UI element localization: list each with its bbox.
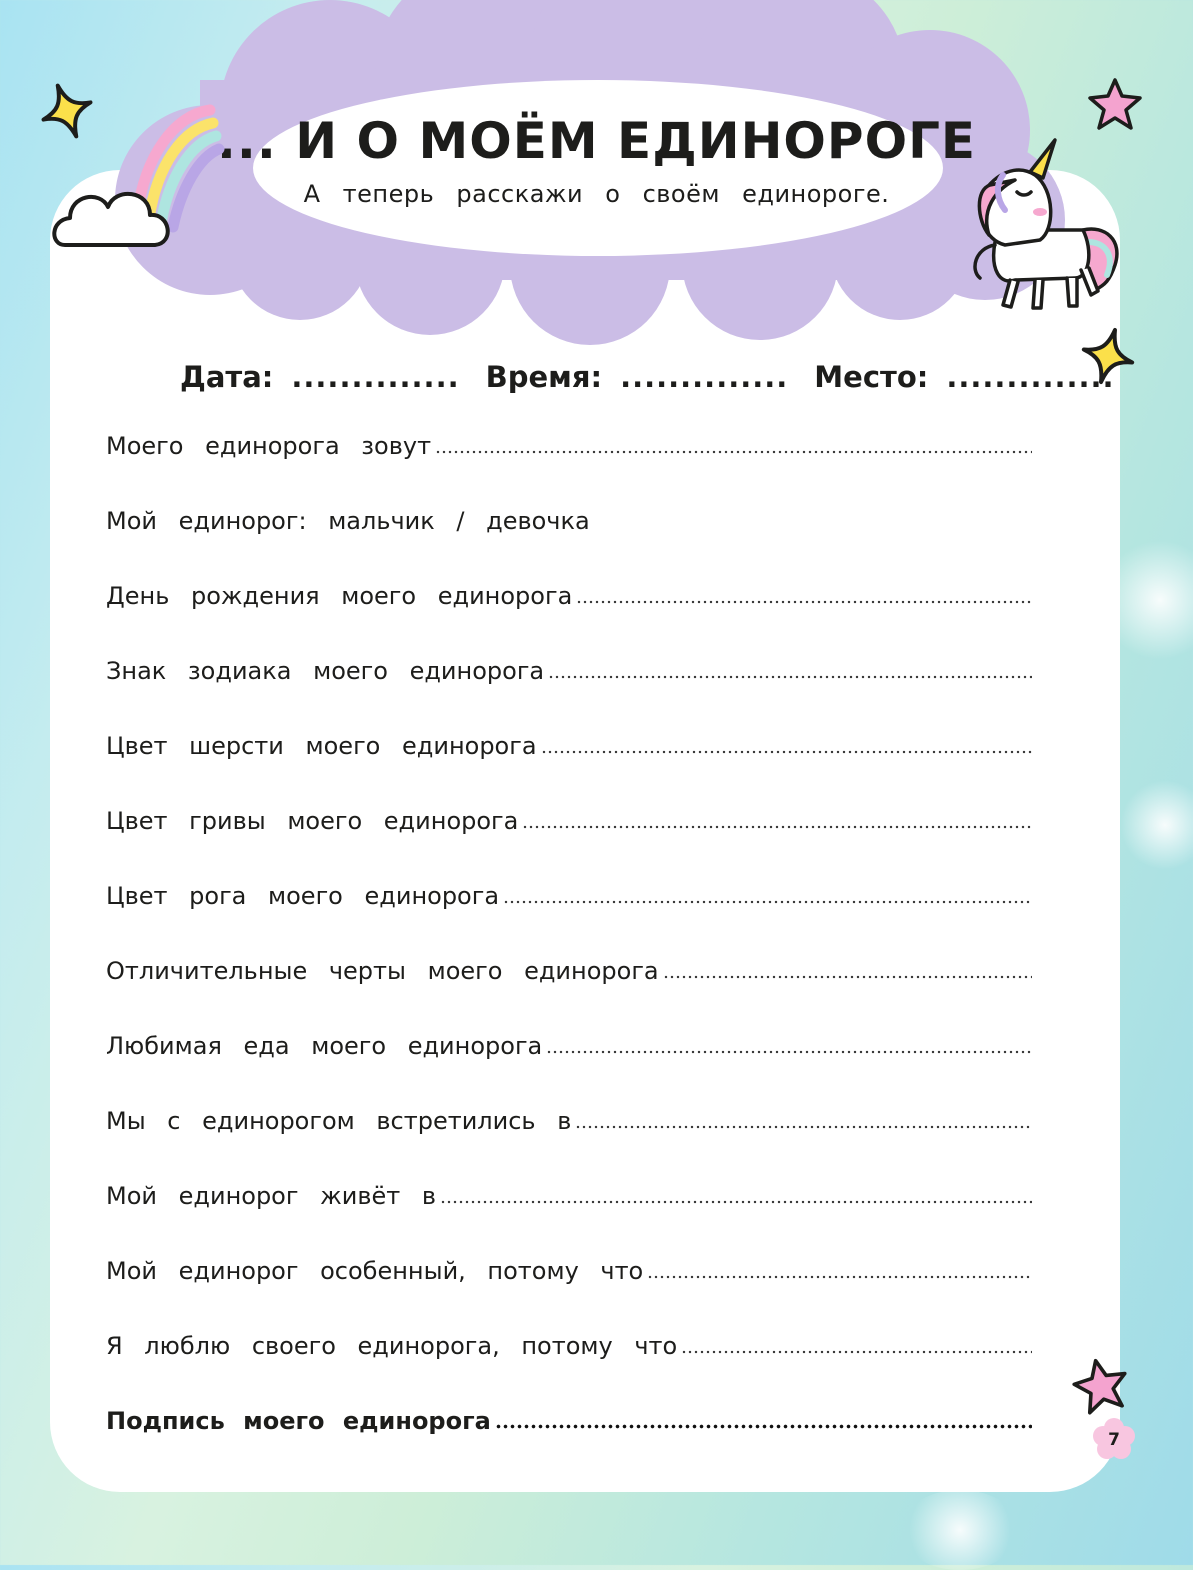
- field-blank[interactable]: [503, 882, 1032, 904]
- field-blank[interactable]: [663, 957, 1032, 979]
- time-blank[interactable]: ..............: [620, 360, 789, 394]
- field-row-met-in: [106, 1101, 1032, 1135]
- field-label: Отличительные черты моего единорога: [106, 957, 659, 985]
- field-label: Я люблю своего единорога, потому что: [106, 1332, 678, 1360]
- field-label: День рождения моего единорога: [106, 582, 573, 610]
- field-row-mane-color: [106, 801, 1032, 835]
- field-row-favorite-food: [106, 1026, 1032, 1060]
- field-label: Моего единорога зовут: [106, 432, 432, 460]
- field-label: Цвет рога моего единорога: [106, 882, 500, 910]
- background-glow: [1120, 780, 1193, 870]
- page-number: 7: [1108, 1430, 1120, 1450]
- field-row-signature: [106, 1401, 1032, 1435]
- sparkle-icon: [38, 80, 96, 142]
- date-label: Дата:: [180, 360, 274, 394]
- field-blank[interactable]: [647, 1257, 1032, 1279]
- field-row-features: [106, 951, 1032, 985]
- field-blank[interactable]: [546, 1032, 1032, 1054]
- time-label: Время:: [485, 360, 603, 394]
- field-blank[interactable]: [541, 732, 1032, 754]
- background-glow: [900, 1490, 1020, 1570]
- field-label: Знак зодиака моего единорога: [106, 657, 545, 685]
- field-label: Цвет шерсти моего единорога: [106, 732, 537, 760]
- place-label: Место:: [814, 360, 929, 394]
- field-row-lives-in: [106, 1176, 1032, 1210]
- place-blank[interactable]: ..............: [946, 360, 1115, 394]
- field-label: Любимая еда моего единорога: [106, 1032, 543, 1060]
- field-row-name: [106, 426, 1032, 460]
- field-row-horn-color: [106, 876, 1032, 910]
- unicorn-icon: [955, 130, 1135, 320]
- field-blank[interactable]: [440, 1182, 1032, 1204]
- page-subtitle: А теперь расскажи о своём единороге.: [303, 180, 890, 208]
- field-blank[interactable]: [548, 657, 1032, 679]
- star-icon: [1070, 1355, 1132, 1417]
- field-label[interactable]: Мой единорог: мальчик / девочка: [106, 507, 590, 535]
- field-label: Мой единорог живёт в: [106, 1182, 436, 1210]
- field-row-birthday: [106, 576, 1032, 610]
- field-label: Мой единорог особенный, потому что: [106, 1257, 644, 1285]
- date-time-place-line: [180, 360, 1115, 394]
- field-blank[interactable]: [435, 432, 1032, 454]
- page-title: ... И О МОЁМ ЕДИНОРОГЕ: [216, 112, 977, 170]
- field-row-gender: [106, 501, 1032, 535]
- field-blank[interactable]: [681, 1332, 1032, 1354]
- star-icon: [1085, 75, 1145, 135]
- signature-blank[interactable]: [495, 1407, 1032, 1429]
- field-row-coat-color: [106, 726, 1032, 760]
- signature-label: Подпись моего единорога: [106, 1407, 491, 1435]
- field-row-love-because: [106, 1326, 1032, 1360]
- field-label: Мы с единорогом встретились в: [106, 1107, 572, 1135]
- field-row-special-because: [106, 1251, 1032, 1285]
- field-blank[interactable]: [575, 1107, 1032, 1129]
- field-blank[interactable]: [576, 582, 1032, 604]
- field-label: Цвет гривы моего единорога: [106, 807, 519, 835]
- field-row-zodiac: [106, 651, 1032, 685]
- date-blank[interactable]: ..............: [291, 360, 460, 394]
- field-blank[interactable]: [522, 807, 1032, 829]
